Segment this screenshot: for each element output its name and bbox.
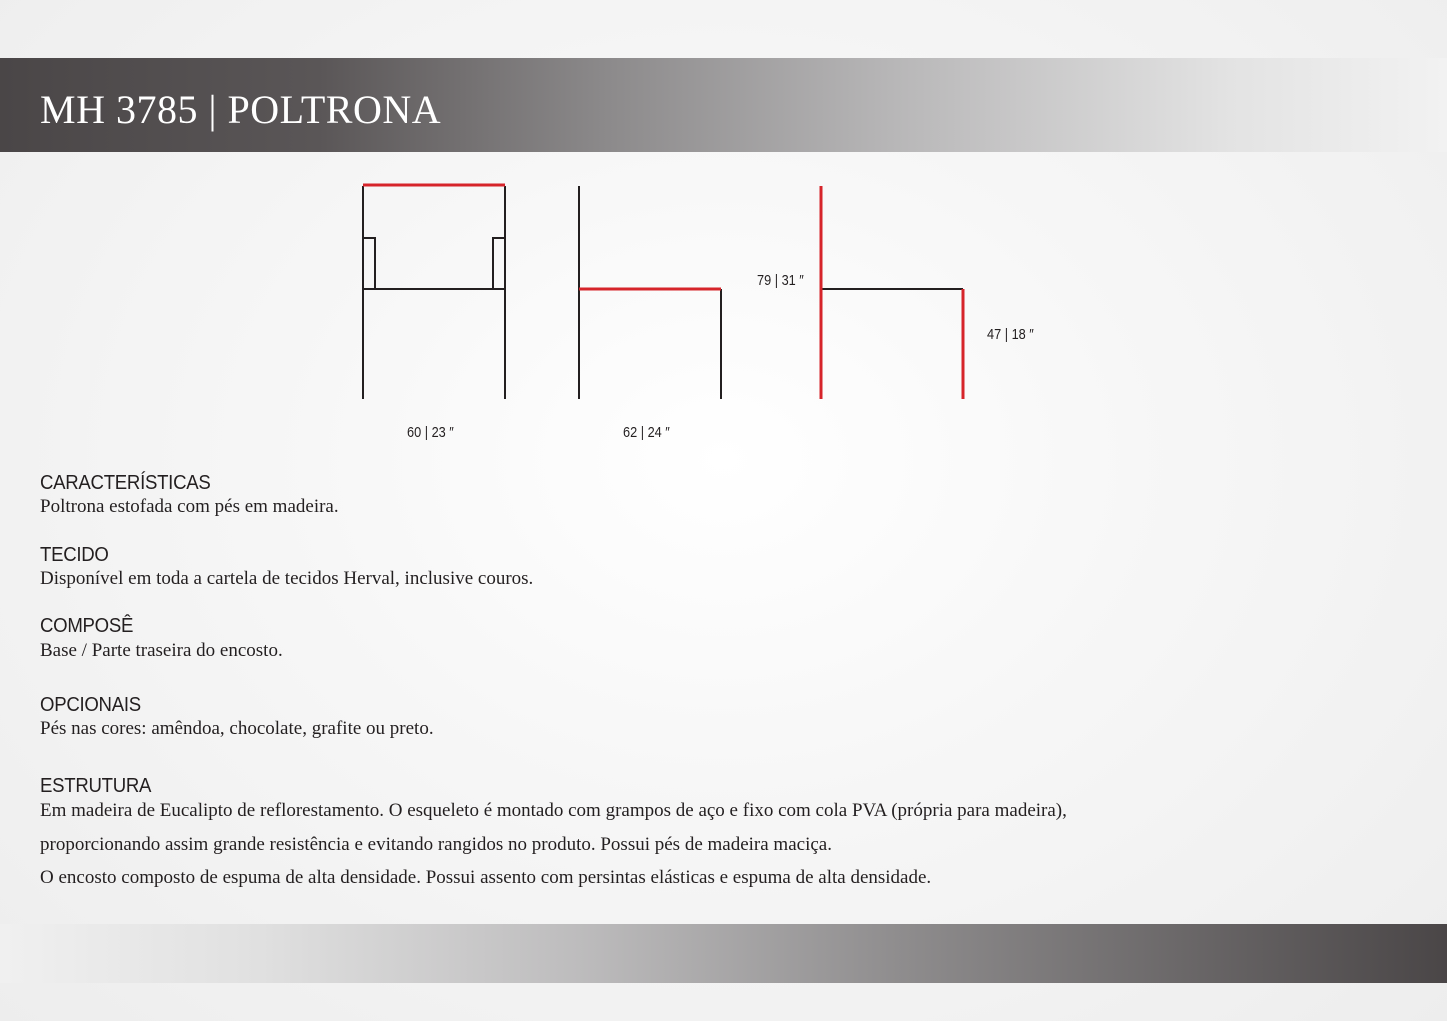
page-title: MH 3785 | POLTRONA [40, 87, 442, 132]
section-title: COMPOSÊ [40, 615, 134, 637]
section-text: Pés nas cores: amêndoa, chocolate, grafite ou preto. [40, 718, 434, 739]
footer-banner [0, 924, 1447, 983]
section-text: Poltrona estofada com pés em madeira. [40, 496, 339, 517]
section-text: Em madeira de Eucalipto de reflorestamento. O esqueleto é montado com grampos de aço e fixo com cola PVA (própria para madeira), [40, 800, 1067, 821]
section-text: Base / Parte traseira do encosto. [40, 640, 283, 661]
front-width-label: 60 | 23 ″ [407, 424, 454, 441]
side-depth-label: 62 | 24 ″ [623, 424, 670, 441]
section-text: Disponível em toda a cartela de tecidos Herval, inclusive couros. [40, 568, 534, 589]
section-title: ESTRUTURA [40, 775, 152, 797]
section-text: O encosto composto de espuma de alta densidade. Possui assento com persintas elásticas e espuma de alta densidade. [40, 867, 932, 888]
side-view-drawing [579, 186, 721, 399]
section-title: OPCIONAIS [40, 694, 141, 716]
front-right-arm [493, 238, 505, 289]
section-text: proporcionando assim grande resistência e evitando rangidos no produto. Possui pés de madeira maciça. [40, 834, 832, 855]
section-title: TECIDO [40, 544, 109, 566]
height-view-drawing [821, 186, 963, 399]
section-title: CARACTERÍSTICAS [40, 472, 211, 494]
front-left-arm [363, 238, 375, 289]
seat-height-label: 47 | 18 ″ [987, 326, 1034, 343]
front-view-drawing [363, 185, 505, 399]
height-label: 79 | 31 ″ [757, 272, 804, 289]
